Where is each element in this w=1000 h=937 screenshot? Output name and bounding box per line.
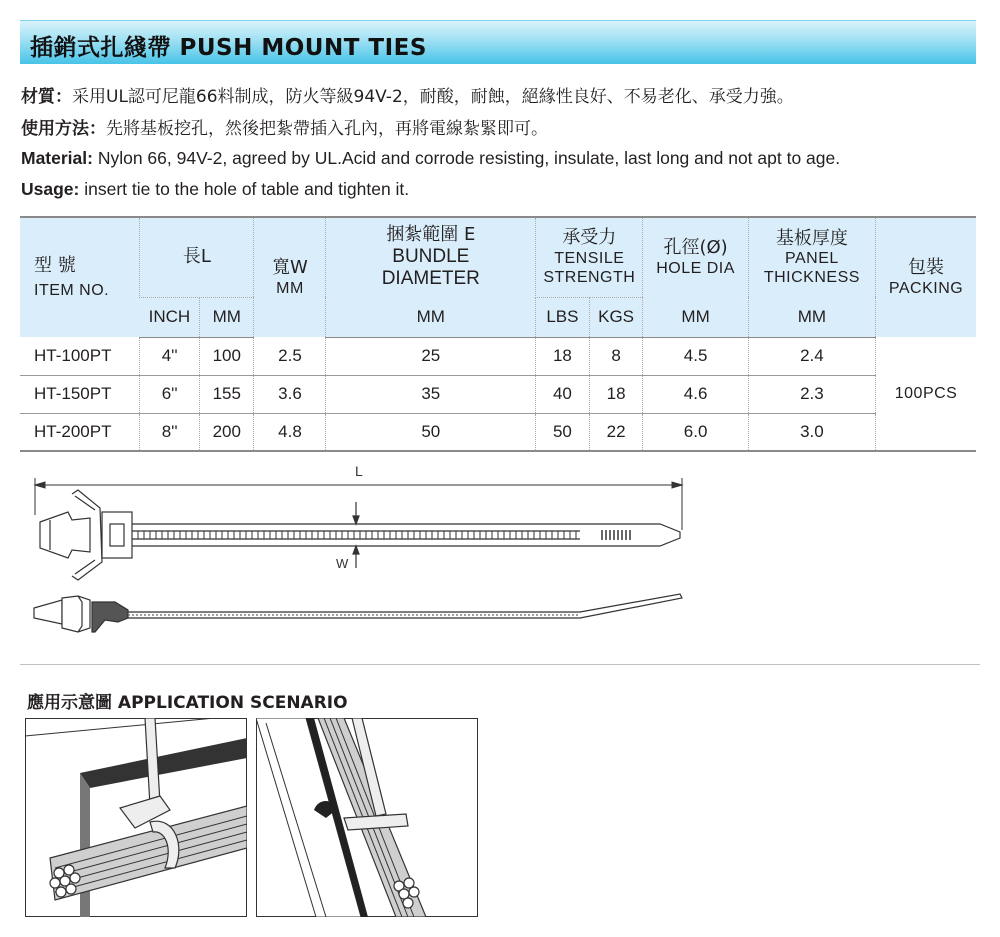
material-zh <box>21 82 794 107</box>
material-en-label: Material: <box>21 148 93 168</box>
title-bar <box>20 20 976 64</box>
usage-en-label: Usage: <box>21 179 80 199</box>
unit-mm-bundle: MM <box>326 297 536 337</box>
length-label: L <box>355 463 363 479</box>
material-zh-text: 采用UL認可尼龍66料制成，防火等級94V-2，耐酸，耐蝕，絕緣性良好、不易老化、承受力強。 <box>72 87 794 107</box>
application-title: 應用示意圖 APPLICATION SCENARIO <box>27 693 348 713</box>
usage-zh <box>21 114 548 139</box>
material-zh-label: 材質： <box>21 87 72 107</box>
usage-en-text: insert tie to the hole of table and tighten it. <box>79 179 410 199</box>
table-row: HT-200PT 8'' 200 4.8 50 50 22 6.0 3.0 <box>20 413 976 451</box>
unit-kgs: KGS <box>589 297 643 337</box>
application-scene-left <box>25 718 247 917</box>
tie-top-view <box>40 490 680 580</box>
item-header: 型 號 ITEM NO. <box>20 217 140 337</box>
usage-zh-text: 先將基板挖孔，然後把紮帶插入孔內，再將電線紮緊即可。 <box>106 119 548 139</box>
material-en-text: Nylon 66, 94V-2, agreed by UL.Acid and corrode resisting, insulate, last long and not apt to age. <box>92 148 841 168</box>
usage-zh-label: 使用方法： <box>21 119 106 139</box>
material-en <box>21 148 840 169</box>
table-row: HT-150PT 6'' 155 3.6 35 40 18 4.6 2.3 <box>20 375 976 413</box>
page-title: 插銷式扎綫帶 PUSH MOUNT TIES <box>30 35 427 61</box>
width-header: 寬W MM <box>254 217 326 337</box>
unit-lbs: LBS <box>536 297 590 337</box>
usage-en <box>21 179 409 200</box>
packing-header: 包裝 PACKING <box>876 217 976 337</box>
hole-header: 孔徑(Ø) HOLE DIA <box>643 217 748 297</box>
panel-header: 基板厚度 PANEL THICKNESS <box>748 217 875 297</box>
cable-tie-drawing <box>20 460 700 650</box>
application-scene-right <box>256 718 478 917</box>
spec-table <box>20 216 976 452</box>
packing-value: 100PCS <box>876 337 976 451</box>
unit-inch: INCH <box>140 297 200 337</box>
unit-mm-panel: MM <box>748 297 875 337</box>
width-label: W <box>336 556 349 571</box>
section-divider <box>20 664 980 665</box>
bundle-header: 捆紮範圍 E BUNDLE DIAMETER <box>326 217 536 297</box>
length-header: 長L <box>140 217 254 297</box>
tensile-header: 承受力 TENSILE STRENGTH <box>536 217 643 297</box>
unit-mm-length: MM <box>200 297 254 337</box>
unit-mm-hole: MM <box>643 297 748 337</box>
table-row: HT-100PT 4'' 100 2.5 25 18 8 4.5 2.4 100PCS <box>20 337 976 375</box>
tie-side-view <box>34 594 682 632</box>
